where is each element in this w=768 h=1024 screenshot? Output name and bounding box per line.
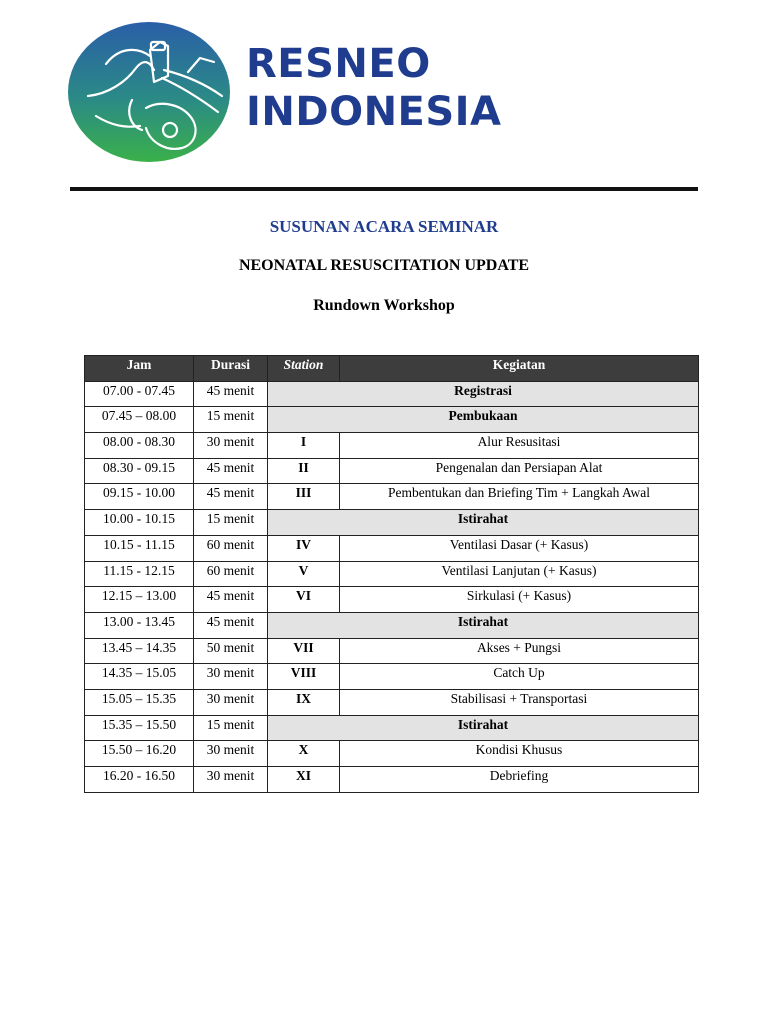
cell-station: VIII — [268, 664, 340, 690]
brand-wordmark — [246, 41, 502, 135]
cell-jam: 13.00 - 13.45 — [85, 612, 194, 638]
table-row — [85, 587, 699, 613]
table-row — [85, 381, 699, 407]
brand-line-2: INDONESIA — [246, 89, 502, 135]
cell-durasi: 15 menit — [194, 715, 268, 741]
cell-kegiatan: Kondisi Khusus — [340, 741, 699, 767]
cell-kegiatan: Pengenalan dan Persiapan Alat — [340, 458, 699, 484]
table-row — [85, 510, 699, 536]
cell-jam: 07.00 - 07.45 — [85, 381, 194, 407]
table-row — [85, 689, 699, 715]
cell-station: VII — [268, 638, 340, 664]
header-divider — [70, 187, 698, 191]
table-row — [85, 767, 699, 793]
cell-kegiatan: Pembentukan dan Briefing Tim + Langkah Awal — [340, 484, 699, 510]
header-kegiatan: Kegiatan — [340, 356, 699, 382]
cell-durasi: 60 menit — [194, 561, 268, 587]
cell-durasi: 45 menit — [194, 612, 268, 638]
cell-durasi: 30 menit — [194, 689, 268, 715]
header-station: Station — [268, 356, 340, 382]
table-row — [85, 664, 699, 690]
cell-kegiatan: Debriefing — [340, 767, 699, 793]
cell-jam: 08.00 - 08.30 — [85, 433, 194, 459]
cell-durasi: 30 menit — [194, 741, 268, 767]
cell-durasi: 30 menit — [194, 767, 268, 793]
logo-emblem-icon — [66, 20, 232, 164]
cell-jam: 09.15 - 10.00 — [85, 484, 194, 510]
cell-durasi: 45 menit — [194, 458, 268, 484]
cell-station: IV — [268, 535, 340, 561]
table-header-row — [85, 356, 699, 382]
header-jam: Jam — [85, 356, 194, 382]
cell-jam: 12.15 – 13.00 — [85, 587, 194, 613]
cell-durasi: 15 menit — [194, 510, 268, 536]
cell-jam: 15.50 – 16.20 — [85, 741, 194, 767]
cell-durasi: 30 menit — [194, 433, 268, 459]
table-row — [85, 484, 699, 510]
table-row — [85, 612, 699, 638]
cell-jam: 15.05 – 15.35 — [85, 689, 194, 715]
cell-kegiatan: Stabilisasi + Transportasi — [340, 689, 699, 715]
header-durasi: Durasi — [194, 356, 268, 382]
cell-durasi: 60 menit — [194, 535, 268, 561]
cell-kegiatan: Akses + Pungsi — [340, 638, 699, 664]
cell-station: X — [268, 741, 340, 767]
cell-durasi: 15 menit — [194, 407, 268, 433]
cell-durasi: 45 menit — [194, 381, 268, 407]
document-subtitle: NEONATAL RESUSCITATION UPDATE — [238, 257, 530, 274]
cell-durasi: 30 menit — [194, 664, 268, 690]
brand-line-1: RESNEO — [246, 41, 431, 87]
cell-jam: 08.30 - 09.15 — [85, 458, 194, 484]
cell-jam: 13.45 – 14.35 — [85, 638, 194, 664]
table-row — [85, 561, 699, 587]
cell-jam: 07.45 – 08.00 — [85, 407, 194, 433]
rundown-table — [84, 355, 699, 793]
cell-jam: 16.20 - 16.50 — [85, 767, 194, 793]
cell-station: III — [268, 484, 340, 510]
table-row — [85, 715, 699, 741]
cell-kegiatan: Ventilasi Dasar (+ Kasus) — [340, 535, 699, 561]
cell-station: II — [268, 458, 340, 484]
table-row — [85, 741, 699, 767]
table-row — [85, 535, 699, 561]
cell-kegiatan-merged: Registrasi — [268, 381, 699, 407]
cell-jam: 10.15 - 11.15 — [85, 535, 194, 561]
cell-kegiatan: Sirkulasi (+ Kasus) — [340, 587, 699, 613]
cell-durasi: 45 menit — [194, 484, 268, 510]
document-title: SUSUNAN ACARA SEMINAR — [269, 217, 499, 236]
cell-jam: 11.15 - 12.15 — [85, 561, 194, 587]
cell-kegiatan-merged: Istirahat — [268, 715, 699, 741]
cell-kegiatan-merged: Pembukaan — [268, 407, 699, 433]
cell-kegiatan-merged: Istirahat — [268, 510, 699, 536]
cell-station: IX — [268, 689, 340, 715]
cell-kegiatan-merged: Istirahat — [268, 612, 699, 638]
cell-station: V — [268, 561, 340, 587]
cell-jam: 14.35 – 15.05 — [85, 664, 194, 690]
cell-kegiatan: Alur Resusitasi — [340, 433, 699, 459]
resneo-logo — [66, 20, 232, 164]
table-row — [85, 458, 699, 484]
cell-kegiatan: Catch Up — [340, 664, 699, 690]
table-row — [85, 433, 699, 459]
table-row — [85, 407, 699, 433]
table-row — [85, 638, 699, 664]
cell-kegiatan: Ventilasi Lanjutan (+ Kasus) — [340, 561, 699, 587]
cell-station: I — [268, 433, 340, 459]
section-heading: Rundown Workshop — [313, 297, 455, 314]
cell-durasi: 50 menit — [194, 638, 268, 664]
cell-station: XI — [268, 767, 340, 793]
cell-jam: 10.00 - 10.15 — [85, 510, 194, 536]
cell-durasi: 45 menit — [194, 587, 268, 613]
cell-station: VI — [268, 587, 340, 613]
cell-jam: 15.35 – 15.50 — [85, 715, 194, 741]
